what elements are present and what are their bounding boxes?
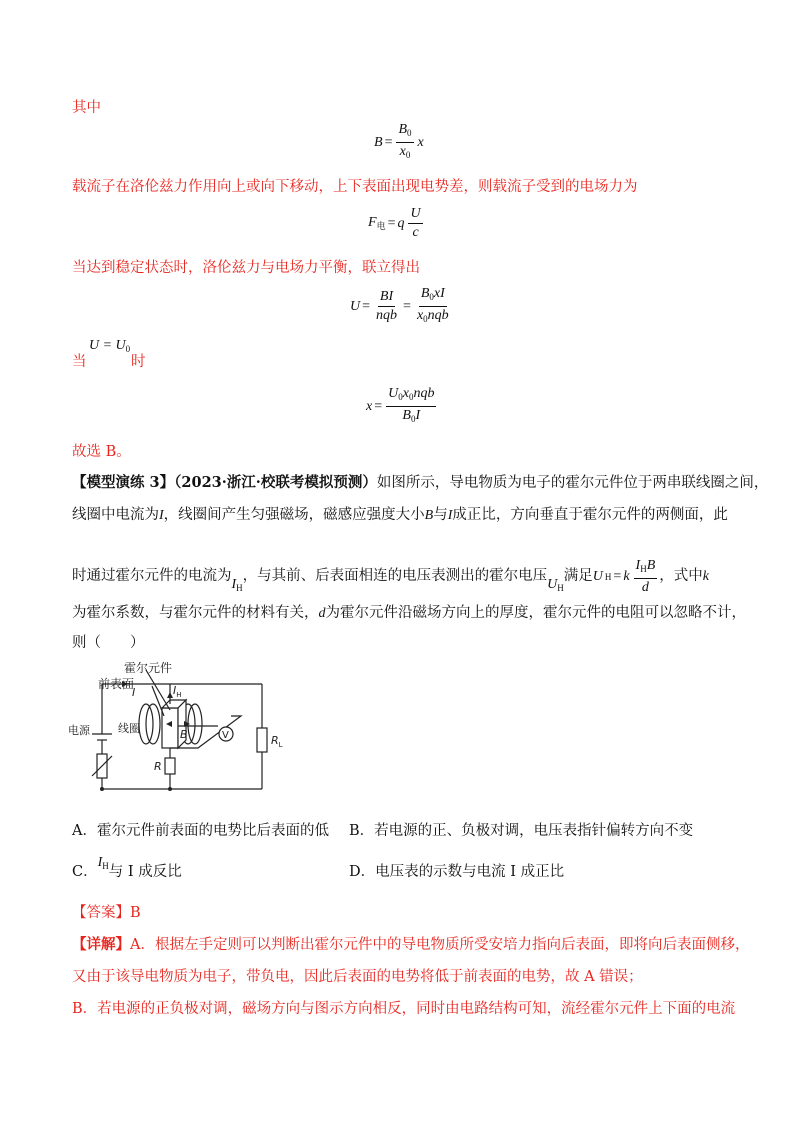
text-qizhong: 其中 (72, 100, 101, 116)
label-resistor-r: R (154, 760, 162, 773)
label-current-ih: $I_H$ (173, 684, 182, 699)
detail-line-3: B．若电源的正负极对调，磁场方向与图示方向相反，同时由电路结构可知，流经霍尔元件上下面的电流 (72, 1001, 736, 1017)
problem-tag: 【模型演练 3】（2023·浙江·校联考模拟预测） (72, 474, 377, 491)
text-shi: 时 (131, 354, 146, 370)
equation-u: U = $\frac{BI}{\text{nqb}}$ = $\frac{B_0xI}{x_0nqb}$ (350, 286, 449, 324)
label-field-b: B (180, 728, 188, 741)
label-current-i: I (132, 686, 136, 699)
text-dang: 当 (72, 354, 87, 370)
equation-x: x = $\frac{U_0x_0nqb}{B_0I}$ (366, 386, 435, 424)
problem-line-3: 时通过霍尔元件的电流为$I_H$，与其前、后表面相连的电压表测出的霍尔电压$U_H$满足 U H = k $\frac{I_HB}{d}$ ，式中k (72, 558, 709, 595)
answer-label: 【答案】B (72, 905, 141, 921)
text-steady: 当达到稳定状态时，洛伦兹力与电场力平衡，联立得出 (72, 260, 420, 276)
text-conclusion: 故选 B。 (72, 444, 131, 460)
label-coil: 线圈 (118, 722, 140, 735)
text-carrier: 载流子在洛伦兹力作用向上或向下移动，上下表面出现电势差，则载流子受到的电场力为 (72, 179, 638, 195)
label-hall-element: 霍尔元件 (124, 661, 173, 675)
detail-line-1: 【详解】A．根据左手定则可以判断出霍尔元件中的导电物质所受安培力指向后表面，即将向后表面侧移， (72, 936, 750, 953)
problem-line-2: 线圈中电流为I，线圈间产生匀强磁场，磁感应强度大小B与I成正比，方向垂直于霍尔元件的两侧面，此 (72, 507, 728, 523)
label-front-surface: 前表面 (98, 677, 135, 691)
equation-b (374, 122, 424, 163)
circuit-diagram (66, 658, 300, 798)
label-power-source: 电源 (68, 724, 90, 737)
fraction: $\frac{B_0}{x_0}$ (398, 122, 412, 160)
equation-f: $F_电$ = q $\frac{U}{c}$ (368, 206, 421, 240)
math-symbol: = (384, 134, 393, 150)
problem-line-5: 则（ ） (72, 635, 145, 651)
math-symbol: B (374, 134, 383, 150)
option-c: C．$I_H$与 I 成反比 (72, 855, 182, 880)
option-b: B．若电源的正、负极对调，电压表指针偏转方向不变 (349, 823, 694, 839)
equation-hall: U H = k $\frac{I_HB}{d}$ (592, 558, 656, 595)
label-resistor-rl: $R_L$ (271, 734, 283, 749)
problem-line-1: 【模型演练 3】（2023·浙江·校联考模拟预测）如图所示，导电物质为电子的霍尔元件位于两串联线圈之间， (72, 474, 769, 491)
label-voltmeter: V (222, 730, 229, 741)
option-a: A．霍尔元件前表面的电势比后表面的低 (72, 823, 329, 839)
equation-u-u0: $U = U_0$ (89, 338, 131, 354)
option-d: D．电压表的示数与电流 I 成正比 (349, 864, 565, 880)
detail-line-2: 又由于该导电物质为电子，带负电，因此后表面的电势将低于前表面的电势，故 A 错误； (72, 969, 643, 985)
math-symbol: x (417, 134, 424, 150)
problem-line-4: 为霍尔系数，与霍尔元件的材料有关，d为霍尔元件沿磁场方向上的厚度，霍尔元件的电阻可以忽略不计， (72, 605, 746, 621)
